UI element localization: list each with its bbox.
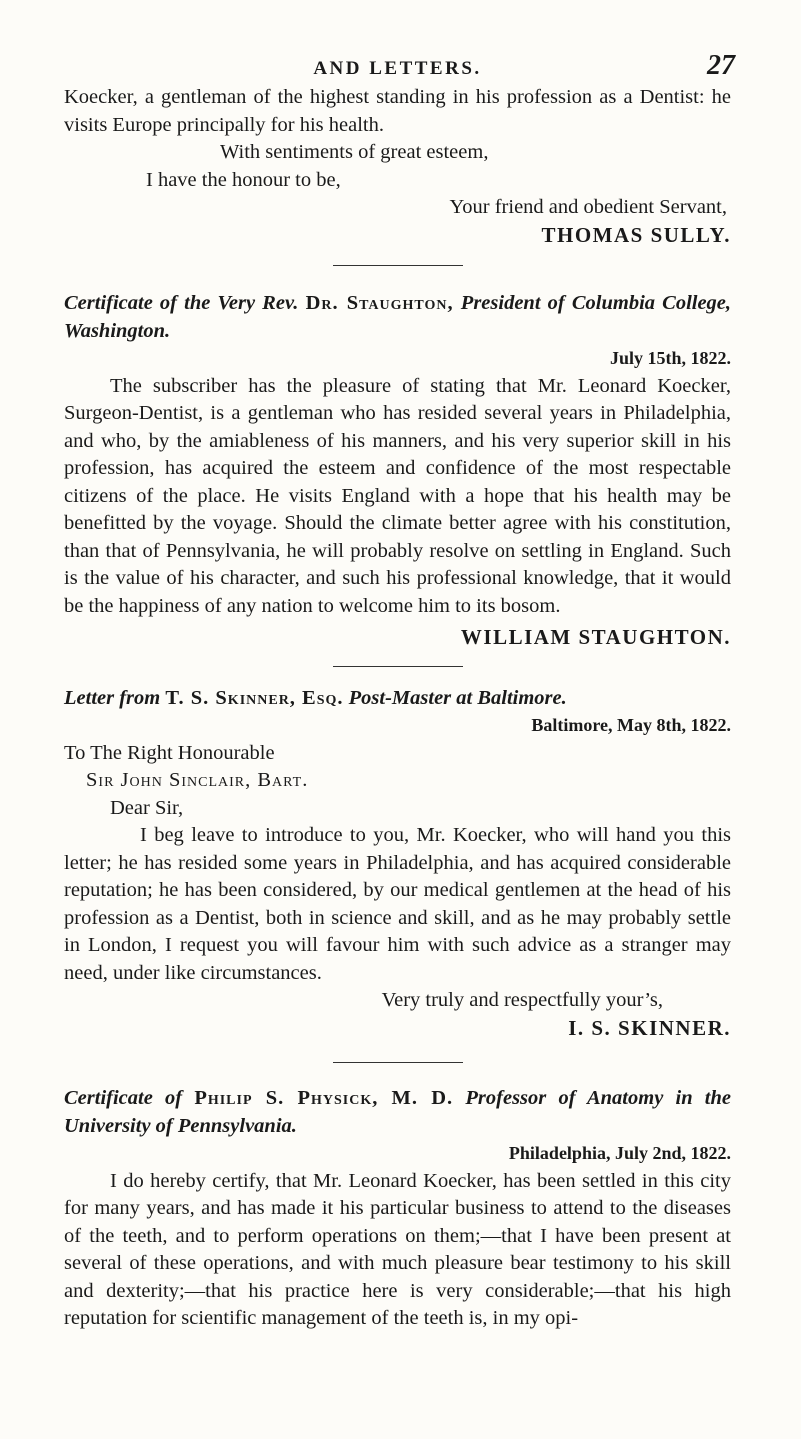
sully-letter-end [64,84,731,249]
section-divider [333,265,463,266]
skinner-address-1: To The Right Honourable [64,741,275,764]
physick-heading-name: Philip S. Physick, M. D. [194,1087,454,1109]
staughton-heading [64,290,731,345]
physick-heading [64,1085,731,1140]
skinner-signature: I. S. SKINNER. [568,1015,731,1040]
sully-closing-2: I have the honour to be, [146,168,341,191]
physick-heading-pre: Certificate of [64,1087,183,1109]
skinner-body: I beg leave to introduce to you, Mr. Koecker, who will hand you this letter; he has resided some years in Philadelphia, and has acquired considerable reputation; he has been considered, by our medical gentlemen at the head of his profession as a Dentist, both in science and skill, and as he may probably settle in London, I request you will favour him with such advice as a stranger may need, under like circumstances. [64,824,731,984]
physick-certificate [64,1085,731,1333]
section-divider [333,666,463,667]
sully-closing-3: Your friend and obedient Servant, [449,196,727,218]
running-head [64,0,735,84]
staughton-heading-post: President of Columbia College, Washington. [64,292,732,342]
running-title: AND LETTERS. [313,58,482,79]
skinner-address-2-text: Sir John Sinclair, Bart. [86,769,309,791]
sully-paragraph: Koecker, a gentleman of the highest standing in his profession as a Dentist: he visits Europe principally for his health. [64,86,731,136]
skinner-letter [64,685,731,1043]
sully-closing-1: With sentiments of great esteem, [220,141,489,163]
skinner-heading-name: T. S. Skinner, Esq. [165,686,344,709]
skinner-heading-post: Post-Master at Baltimore. [348,686,567,709]
skinner-salutation: Dear Sir, [110,796,184,819]
skinner-heading-pre: Letter from [64,686,161,709]
skinner-heading [64,685,731,713]
skinner-date: Baltimore, May 8th, 1822. [531,715,731,735]
staughton-date: July 15th, 1822. [609,348,731,368]
staughton-body: The subscriber has the pleasure of stating that Mr. Leonard Koecker, Surgeon-Dentist, is a gentleman who has resided several years in Philadelphia, and who, by the amiableness of his manners, and his very superior skill in his profession, has acquired the esteem and confidence of the most respectable citizens of the place. He visits England with a hope that his health may be benefitted by the voyage. Should the climate better agree with his constitution, than that of Pennsylvania, he will probably resolve on settling in England. Such is the value of his character, and such his professional knowledge, that it would be the happiness of any nation to welcome him to its bosom. [64,374,731,617]
skinner-address-2 [64,767,731,795]
sully-signature: THOMAS SULLY. [541,222,731,247]
page-number: 27 [707,50,735,81]
staughton-certificate [64,290,731,652]
skinner-closing: Very truly and respectfully your’s, [381,989,663,1011]
physick-body: I do hereby certify, that Mr. Leonard Koecker, has been settled in this city for many years, and has made it his particular business to attend to the diseases of the teeth, and to perform operations on them;—that I have been present at several of these operations, and with much pleasure bear testimony to his skill and dexterity;—that his practice here is very considerable;—that his high reputation for scientific management of the teeth is, in my opi- [64,1169,731,1329]
physick-heading-post: Professor of Anatomy in the University of Pennsylvania. [64,1087,732,1137]
staughton-heading-pre: Certificate of the Very Rev. [64,292,299,314]
physick-date: Philadelphia, July 2nd, 1822. [508,1143,731,1163]
staughton-heading-name: Dr. Staughton, [305,292,454,314]
section-divider [333,1062,463,1063]
staughton-signature: WILLIAM STAUGHTON. [460,625,731,649]
